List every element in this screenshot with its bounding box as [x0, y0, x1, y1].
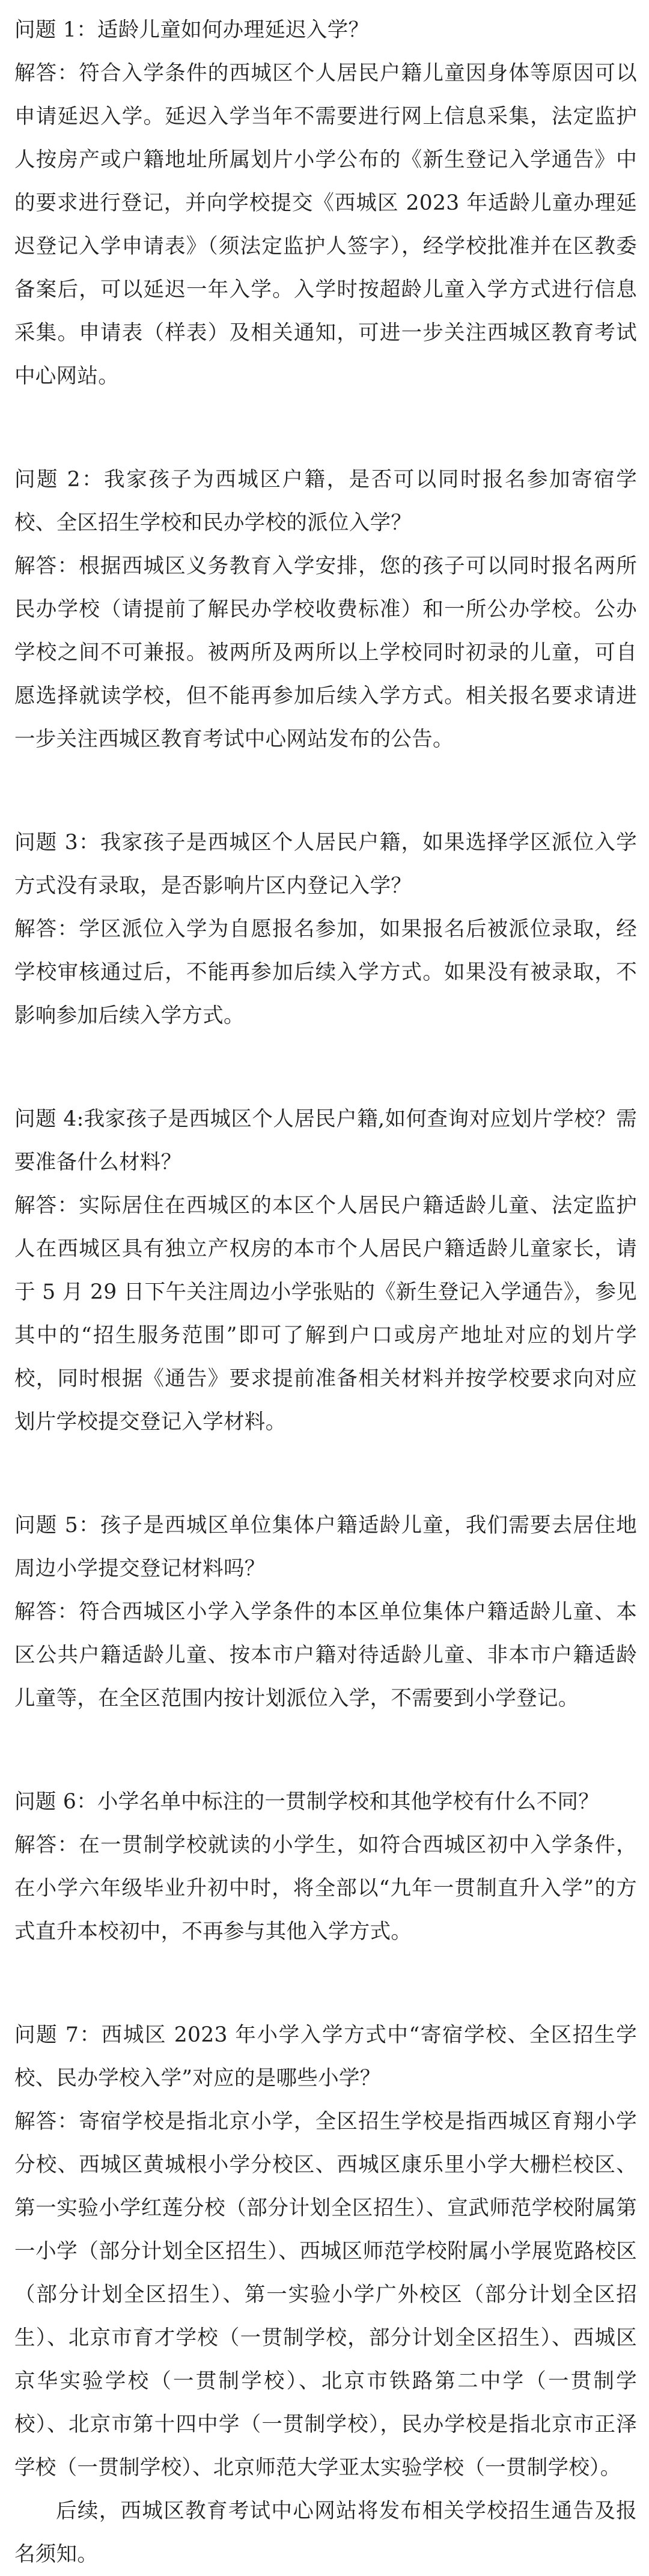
qa-item-7 [14, 2013, 637, 2489]
answer-text: 解答：寄宿学校是指北京小学，全区招生学校是指西城区育翔小学分校、西城区黄城根小学分校区、西城区康乐里小学大栅栏校区、第一实验小学红莲分校（部分计划全区招生）、宣武师范学校附属第一小学（部分计划全区招生）、西城区师范学校附属小学展览路校区（部分计划全区招生）、第一实验小学广外校区（部分计划全区招生）、北京市育才学校（一贯制学校，部分计划全区招生）、西城区京华实验学校（一贯制学校）、北京市铁路第二中学（一贯制学校）、北京市第十四中学（一贯制学校），民办学校是指北京市正泽学校（一贯制学校）、北京师范大学亚太实验学校（一贯制学校）。 [14, 2110, 637, 2480]
question-text: 问题 6：小学名单中标注的一贯制学校和其他学校有什么不同？ [14, 1790, 600, 1814]
qa-item-3 [14, 821, 637, 1037]
question-text: 问题 5：孩子是西城区单位集体户籍适龄儿童，我们需要去居住地周边小学提交登记材料吗？ [14, 1513, 637, 1581]
answer-text: 解答：学区派位入学为自愿报名参加，如果报名后被派位录取，经学校审核通过后，不能再参加后续入学方式。如果没有被录取，不影响参加后续入学方式。 [14, 917, 637, 1028]
question-text: 问题 1：适龄儿童如何办理延迟入学？ [14, 18, 370, 42]
answer-text: 解答：根据西城区义务教育入学安排，您的孩子可以同时报名两所民办学校（请提前了解民办学校收费标准）和一所公办学校。公办学校之间不可兼报。被两所及两所以上学校同时初录的儿童，可自愿选择就读学校，但不能再参加后续入学方式。相关报名要求请进一步关注西城区教育考试中心网站发布的公告。 [14, 554, 637, 751]
qa-item-2 [14, 458, 637, 761]
qa-item-4 [14, 1097, 637, 1444]
qa-item-1 [14, 8, 637, 398]
closing-note: 后续，西城区教育考试中心网站将发布相关学校招生通告及报名须知。 [14, 2499, 637, 2566]
faq-document [14, 8, 637, 2576]
question-text: 问题 7：西城区 2023 年小学入学方式中“寄宿学校、全区招生学校、民办学校入学”对应的是哪些小学？ [14, 2023, 637, 2090]
answer-text: 解答：符合西城区小学入学条件的本区单位集体户籍适龄儿童、本区公共户籍适龄儿童、按本市户籍对待适龄儿童、非本市户籍适龄儿童等，在全区范围内按计划派位入学，不需要到小学登记。 [14, 1600, 637, 1711]
question-text: 问题 4:我家孩子是西城区个人居民户籍,如何查询对应划片学校？需要准备什么材料？ [14, 1107, 637, 1174]
answer-text: 解答：实际居住在西城区的本区个人居民户籍适龄儿童、法定监护人在西城区具有独立产权房的本市个人居民户籍适龄儿童家长，请于 5 月 29 日下午关注周边小学张贴的《新生登记入学通告》，参见其中的“招生服务范围”即可了解到户口或房产地址对应的划片学校，同时根据《通告》要求提前准备相关材料并按学校要求向对应划片学校提交登记入学材料。 [14, 1194, 637, 1434]
question-text: 问题 2：我家孩子为西城区户籍，是否可以同时报名参加寄宿学校、全区招生学校和民办学校的派位入学？ [14, 468, 637, 535]
answer-text: 解答：在一贯制学校就读的小学生，如符合西城区初中入学条件，在小学六年级毕业升初中时，将全部以“九年一贯制直升入学”的方式直升本校初中，不再参与其他入学方式。 [14, 1833, 637, 1944]
qa-item-6 [14, 1780, 637, 1953]
question-text: 问题 3：我家孩子是西城区个人居民户籍，如果选择学区派位入学方式没有录取，是否影响片区内登记入学？ [14, 831, 637, 898]
qa-item-5 [14, 1504, 637, 1720]
answer-text: 解答：符合入学条件的西城区个人居民户籍儿童因身体等原因可以申请延迟入学。延迟入学当年不需要进行网上信息采集，法定监护人按房产或户籍地址所属划片小学公布的《新生登记入学通告》中的要求进行登记，并向学校提交《西城区 2023 年适龄儿童办理延迟登记入学申请表》（须法定监护人签字），经学校批准并在区教委备案后，可以延迟一年入学。入学时按超龄儿童入学方式进行信息采集。申请表（样表）及相关通知，可进一步关注西城区教育考试中心网站。 [14, 61, 637, 388]
